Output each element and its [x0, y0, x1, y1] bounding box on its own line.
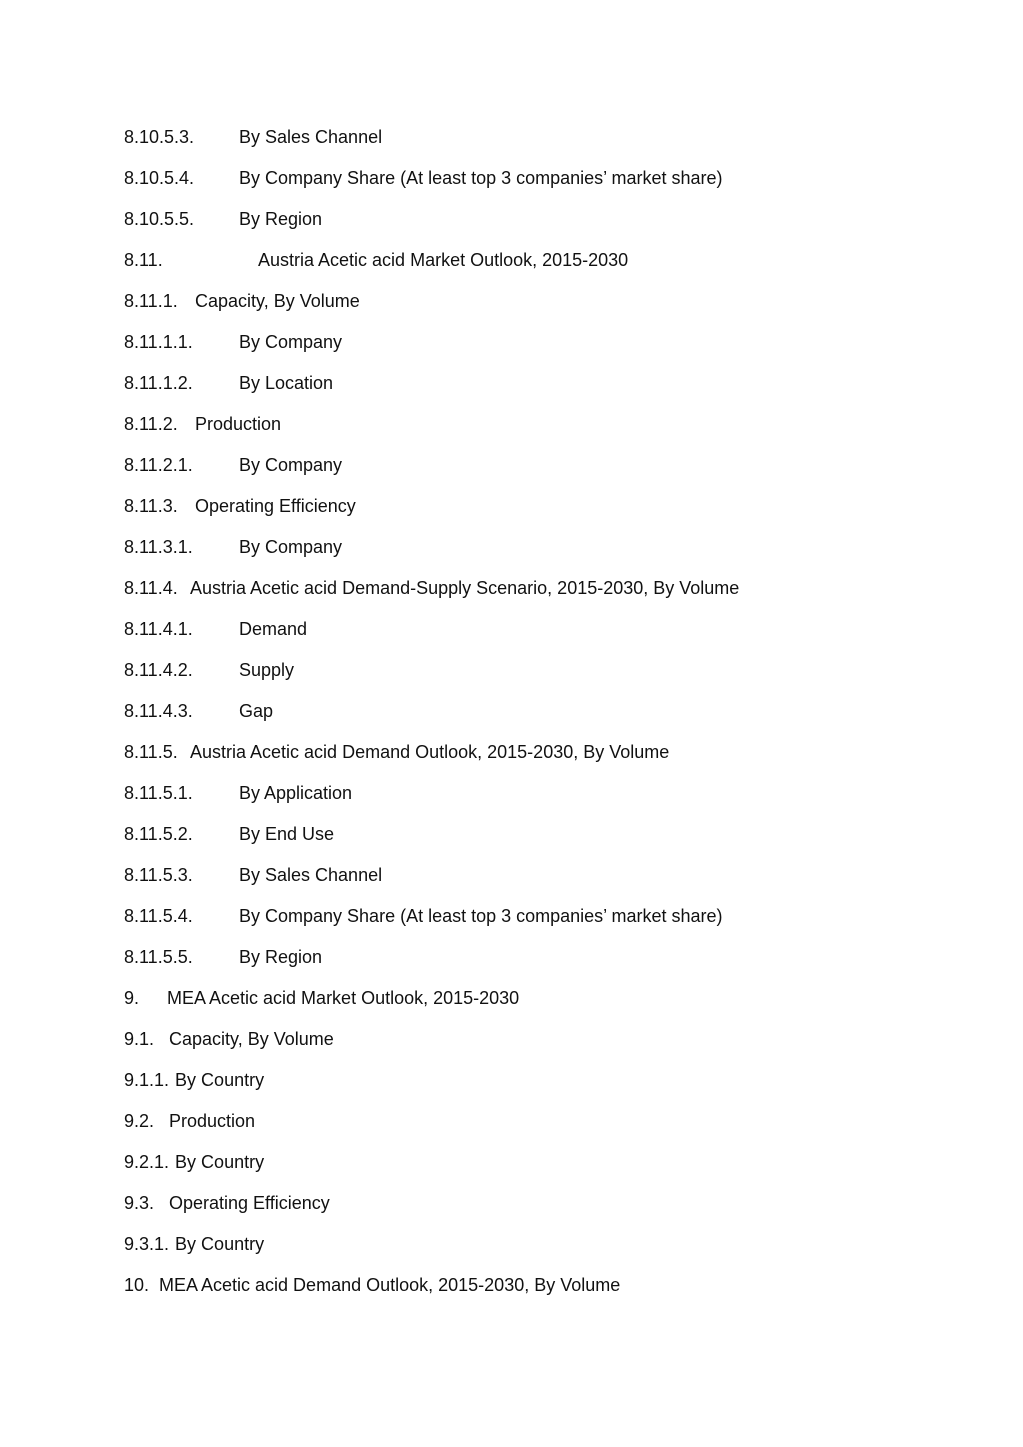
toc-entry-title: Austria Acetic acid Demand Outlook, 2015-2030, By Volume	[190, 742, 670, 762]
toc-entry-number: 8.11.1.	[124, 291, 178, 311]
toc-entry-number: 8.11.2.	[124, 414, 178, 434]
toc-entry-title: By End Use	[239, 824, 335, 844]
toc-entry	[124, 616, 984, 657]
toc-entry-title: Capacity, By Volume	[195, 291, 360, 311]
toc-entry-number: 8.11.5.	[124, 742, 178, 762]
toc-entry-number: 8.11.5.4.	[124, 906, 193, 926]
toc-entry-number: 8.11.4.2.	[124, 660, 193, 680]
toc-entry	[124, 944, 984, 985]
toc-entry	[124, 329, 984, 370]
toc-entry	[124, 780, 984, 821]
toc-entry	[124, 821, 984, 862]
toc-entry-number: 9.1.1.	[124, 1070, 170, 1090]
toc-entry	[124, 575, 984, 616]
toc-entry-title: Austria Acetic acid Demand-Supply Scenario, 2015-2030, By Volume	[190, 578, 740, 598]
toc-entry-number: 8.11.5.2.	[124, 824, 193, 844]
toc-entry-title: By Country	[175, 1234, 265, 1254]
toc-entry	[124, 698, 984, 739]
toc-entry	[124, 1108, 984, 1149]
toc-entry-number: 9.1.	[124, 1029, 155, 1049]
toc-entry-title: By Sales Channel	[239, 127, 383, 147]
toc-entry-title: Capacity, By Volume	[169, 1029, 334, 1049]
toc-entry-number: 8.11.	[124, 250, 163, 270]
toc-entry-number: 8.11.4.1.	[124, 619, 193, 639]
toc-entry-title: By Country	[175, 1152, 265, 1172]
toc-entry-title: By Company	[239, 537, 343, 557]
toc-entry	[124, 739, 984, 780]
toc-entry	[124, 452, 984, 493]
toc-entry-number: 9.2.1.	[124, 1152, 170, 1172]
toc-entry	[124, 862, 984, 903]
toc-entry	[124, 903, 984, 944]
toc-entry-number: 8.11.5.3.	[124, 865, 193, 885]
toc-entry-number: 8.11.5.5.	[124, 947, 193, 967]
toc-entry-title: By Company	[239, 332, 343, 352]
toc-entry-number: 8.11.4.3.	[124, 701, 193, 721]
toc-entry-number: 8.11.2.1.	[124, 455, 193, 475]
toc-entry-title: Operating Efficiency	[195, 496, 356, 516]
toc-entry-title: By Region	[239, 209, 323, 229]
toc-entry-number: 9.3.	[124, 1193, 155, 1213]
toc-entry-number: 9.3.1.	[124, 1234, 170, 1254]
toc-entry-title: By Application	[239, 783, 353, 803]
toc-entry-number: 8.10.5.5.	[124, 209, 195, 229]
toc-entry-number: 9.2.	[124, 1111, 155, 1131]
toc-entry-number: 9.	[124, 988, 140, 1008]
toc-entry	[124, 657, 984, 698]
toc-entry-title: Austria Acetic acid Market Outlook, 2015-2030	[258, 250, 629, 270]
toc-entry	[124, 1231, 984, 1272]
toc-entry-title: Production	[169, 1111, 256, 1131]
toc-entry-title: Operating Efficiency	[169, 1193, 330, 1213]
toc-entry-number: 8.11.1.2.	[124, 373, 193, 393]
toc-entry-number: 8.11.3.	[124, 496, 178, 516]
toc-entry	[124, 411, 984, 452]
toc-entry-title: By Company Share (At least top 3 companies’ market share)	[239, 168, 723, 188]
toc-entry	[124, 1067, 984, 1108]
toc-entry	[124, 534, 984, 575]
toc-entry-title: By Country	[175, 1070, 265, 1090]
toc-entry-title: By Location	[239, 373, 334, 393]
toc-entry-number: 8.11.5.1.	[124, 783, 193, 803]
toc-entry-number: 8.11.4.	[124, 578, 178, 598]
toc-entry-title: Supply	[239, 660, 295, 680]
toc-entry	[124, 1149, 984, 1190]
toc-entry	[124, 370, 984, 411]
toc-entry	[124, 1190, 984, 1231]
table-of-contents	[124, 124, 984, 1313]
toc-entry	[124, 165, 984, 206]
toc-entry-title: By Company Share (At least top 3 companies’ market share)	[239, 906, 723, 926]
toc-entry-number: 8.11.3.1.	[124, 537, 193, 557]
toc-entry	[124, 206, 984, 247]
toc-entry-title: MEA Acetic acid Demand Outlook, 2015-2030, By Volume	[159, 1275, 621, 1295]
toc-entry	[124, 493, 984, 534]
toc-entry	[124, 985, 984, 1026]
toc-entry	[124, 1272, 984, 1313]
toc-entry-number: 8.10.5.3.	[124, 127, 195, 147]
toc-entry	[124, 1026, 984, 1067]
toc-entry	[124, 247, 984, 288]
toc-entry-number: 10.	[124, 1275, 150, 1295]
toc-entry-title: By Company	[239, 455, 343, 475]
toc-entry	[124, 124, 984, 165]
toc-entry	[124, 288, 984, 329]
toc-entry-title: MEA Acetic acid Market Outlook, 2015-2030	[167, 988, 520, 1008]
toc-entry-title: Gap	[239, 701, 274, 721]
toc-entry-title: Demand	[239, 619, 308, 639]
toc-entry-title: By Region	[239, 947, 323, 967]
toc-entry-title: Production	[195, 414, 282, 434]
toc-entry-number: 8.10.5.4.	[124, 168, 195, 188]
toc-entry-number: 8.11.1.1.	[124, 332, 193, 352]
toc-entry-title: By Sales Channel	[239, 865, 383, 885]
